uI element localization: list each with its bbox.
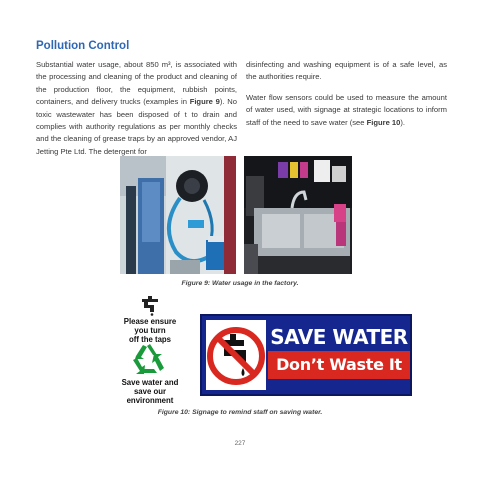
figure-10-reference: Figure 10 bbox=[366, 117, 401, 127]
recycle-icon bbox=[130, 342, 170, 378]
figure-10-caption: Figure 10: Signage to remind staff on saving water. bbox=[157, 409, 323, 416]
sign-line: Please ensure bbox=[123, 317, 177, 326]
sign-line: save our bbox=[133, 387, 167, 396]
tap-icon bbox=[140, 296, 160, 316]
figure-9-caption: Figure 9: Water usage in the factory. bbox=[181, 280, 299, 287]
page-number: 227 bbox=[234, 440, 246, 447]
turn-off-taps-sign bbox=[110, 296, 190, 404]
left-column bbox=[36, 59, 237, 166]
no-tap-icon bbox=[206, 320, 266, 390]
sign-line: off the taps bbox=[128, 335, 171, 344]
paragraph-detergent: disinfecting and washing equipment is of a safe level, as the authorities require. bbox=[246, 60, 447, 82]
dont-waste-banner: Don’t Waste It bbox=[268, 351, 410, 379]
factory-sink-photo bbox=[244, 156, 352, 274]
factory-hose-photo bbox=[120, 156, 236, 274]
sign-line: environment bbox=[126, 396, 174, 405]
figure-9-reference: Figure 9 bbox=[189, 97, 220, 107]
paragraph-text: Water flow sensors could be used to measure the amount of water used, with signage at strategic locations to inform staff of the need to save water (see bbox=[246, 92, 447, 127]
paragraph-text: ). No toxic wastewater has been disposed of t to drain and complies with authority regulations as per monthly checks and the cleaning of grease traps by an approved vendor, AJ Jetting Pte Ltd. The detergent for bbox=[36, 97, 237, 156]
right-column bbox=[246, 59, 447, 137]
paragraph-water-usage bbox=[36, 59, 237, 158]
section-heading: Pollution Control bbox=[36, 40, 130, 52]
save-water-sign bbox=[200, 314, 412, 396]
sign-line: Save water and bbox=[121, 378, 179, 387]
sign-line: you turn bbox=[134, 326, 166, 335]
save-water-title: SAVE WATER bbox=[270, 325, 408, 349]
paragraph-text: ). bbox=[400, 117, 405, 127]
paragraph-text: Substantial water usage, about 850 m³, is associated with the processing and cleaning of the product and cleaning of the production floor, the equipment, rubbish points, containers, and delivery trucks (examples in bbox=[36, 60, 237, 107]
paragraph-water-sensors bbox=[246, 92, 447, 129]
